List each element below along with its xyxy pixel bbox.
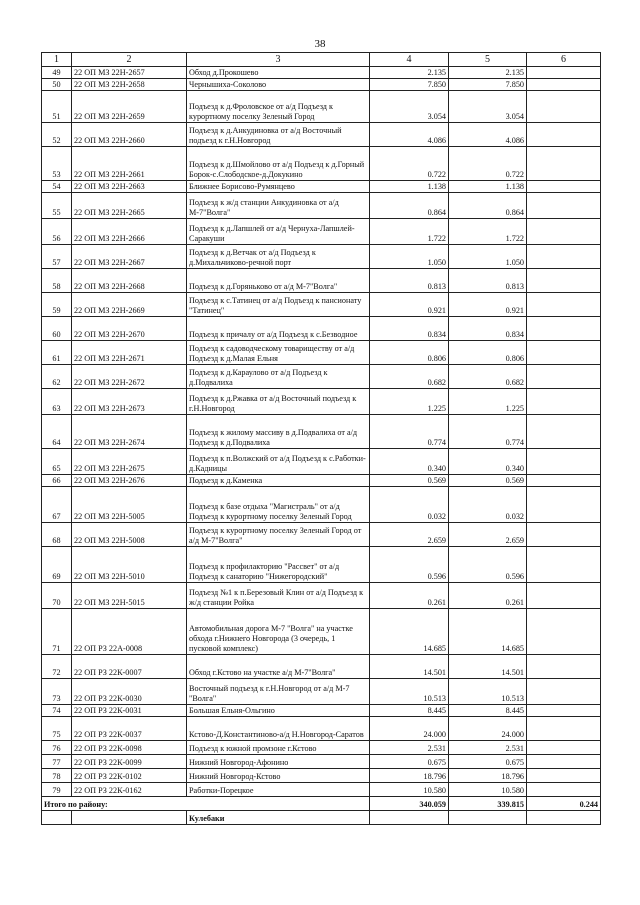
road-extra (527, 341, 601, 365)
road-code: 22 ОП МЗ 22Н-2667 (72, 245, 187, 269)
table-row (42, 415, 601, 449)
row-number: 76 (42, 741, 72, 755)
road-code: 22 ОП МЗ 22Н-2676 (72, 475, 187, 487)
road-length: 1.225 (370, 389, 449, 415)
road-name: Автомобильная дорога М-7 "Волга" на участке обхода г.Нижнего Новгорода (3 очередь, 1 пусковой комплекс) (187, 609, 370, 655)
road-length-2: 4.086 (449, 123, 527, 147)
road-length: 1.138 (370, 181, 449, 193)
road-length: 2.135 (370, 67, 449, 79)
row-number: 60 (42, 317, 72, 341)
road-name: Подъезд к д.Каменка (187, 475, 370, 487)
road-code: 22 ОП МЗ 22Н-2665 (72, 193, 187, 219)
road-code: 22 ОП РЗ 22К-0098 (72, 741, 187, 755)
section-row (42, 811, 601, 825)
road-name: Подъезд к причалу от а/д Подъезд к с.Безводное (187, 317, 370, 341)
row-number: 56 (42, 219, 72, 245)
table-row (42, 547, 601, 583)
table-row (42, 79, 601, 91)
road-name: Подъезд к профилакторию "Рассвет" от а/д Подъезд к санаторию "Нижегородский" (187, 547, 370, 583)
road-code: 22 ОП РЗ 22К-0037 (72, 717, 187, 741)
row-number: 65 (42, 449, 72, 475)
row-number: 72 (42, 655, 72, 679)
road-length-2: 0.596 (449, 547, 527, 583)
road-extra (527, 91, 601, 123)
road-code: 22 ОП МЗ 22Н-2661 (72, 147, 187, 181)
road-length-2: 10.580 (449, 783, 527, 797)
road-length: 14.501 (370, 655, 449, 679)
section-cell-5 (449, 811, 527, 825)
column-header-3: 3 (187, 53, 370, 67)
road-extra (527, 769, 601, 783)
road-length: 3.054 (370, 91, 449, 123)
road-length-2: 0.261 (449, 583, 527, 609)
row-number: 51 (42, 91, 72, 123)
road-code: 22 ОП МЗ 22Н-5005 (72, 487, 187, 523)
row-number: 68 (42, 523, 72, 547)
road-length: 2.659 (370, 523, 449, 547)
road-length: 10.513 (370, 679, 449, 705)
road-length: 7.850 (370, 79, 449, 91)
row-number: 57 (42, 245, 72, 269)
table-row (42, 523, 601, 547)
row-number: 50 (42, 79, 72, 91)
row-number: 79 (42, 783, 72, 797)
road-length: 0.921 (370, 293, 449, 317)
road-extra (527, 123, 601, 147)
row-number: 55 (42, 193, 72, 219)
road-length: 0.340 (370, 449, 449, 475)
road-code: 22 ОП РЗ 22А-0008 (72, 609, 187, 655)
row-number: 63 (42, 389, 72, 415)
road-extra (527, 609, 601, 655)
road-extra (527, 487, 601, 523)
table-row (42, 269, 601, 293)
road-code: 22 ОП МЗ 22Н-2660 (72, 123, 187, 147)
road-register-table (41, 52, 601, 825)
road-name: Подъезд к д.Фроловское от а/д Подъезд к курортному поселку Зеленый Город (187, 91, 370, 123)
road-code: 22 ОП РЗ 22К-0099 (72, 755, 187, 769)
road-extra (527, 415, 601, 449)
road-length-2: 0.722 (449, 147, 527, 181)
road-code: 22 ОП МЗ 22Н-2674 (72, 415, 187, 449)
road-length-2: 0.774 (449, 415, 527, 449)
total-row (42, 797, 601, 811)
road-name: Большая Ельня-Ольгино (187, 705, 370, 717)
road-name: Обход д.Прокошево (187, 67, 370, 79)
road-name: Подъезд к садоводческому товариществу от а/д Подъезд к д.Малая Ельня (187, 341, 370, 365)
road-length: 2.531 (370, 741, 449, 755)
road-length: 0.774 (370, 415, 449, 449)
road-length-2: 1.050 (449, 245, 527, 269)
table-row (42, 219, 601, 245)
table-row (42, 449, 601, 475)
road-length: 0.261 (370, 583, 449, 609)
total-extra: 0.244 (527, 797, 601, 811)
road-length-2: 7.850 (449, 79, 527, 91)
road-code: 22 ОП МЗ 22Н-2663 (72, 181, 187, 193)
road-length: 0.682 (370, 365, 449, 389)
road-code: 22 ОП МЗ 22Н-2673 (72, 389, 187, 415)
column-header-1: 1 (42, 53, 72, 67)
road-name: Чернышиха-Соколово (187, 79, 370, 91)
road-length-2: 0.675 (449, 755, 527, 769)
table-row (42, 147, 601, 181)
road-extra (527, 79, 601, 91)
road-code: 22 ОП РЗ 22К-0102 (72, 769, 187, 783)
row-number: 66 (42, 475, 72, 487)
road-code: 22 ОП МЗ 22Н-2659 (72, 91, 187, 123)
table-row (42, 783, 601, 797)
road-extra (527, 269, 601, 293)
section-name: Кулебаки (187, 811, 370, 825)
road-extra (527, 717, 601, 741)
road-code: 22 ОП РЗ 22К-0007 (72, 655, 187, 679)
road-name: Подъезд к д.Лапшлей от а/д Чернуха-Лапшлей-Саракуши (187, 219, 370, 245)
section-cell-4 (370, 811, 449, 825)
row-number: 71 (42, 609, 72, 655)
table-row (42, 317, 601, 341)
road-length-2: 24.000 (449, 717, 527, 741)
section-cell-1 (42, 811, 72, 825)
road-length: 1.050 (370, 245, 449, 269)
row-number: 58 (42, 269, 72, 293)
road-code: 22 ОП МЗ 22Н-2668 (72, 269, 187, 293)
header-row (42, 53, 601, 67)
road-length-2: 0.682 (449, 365, 527, 389)
road-length: 0.834 (370, 317, 449, 341)
road-length: 14.685 (370, 609, 449, 655)
road-code: 22 ОП МЗ 22Н-2669 (72, 293, 187, 317)
road-length-2: 10.513 (449, 679, 527, 705)
road-length: 0.596 (370, 547, 449, 583)
table-row (42, 741, 601, 755)
page-number: 38 (314, 38, 326, 50)
road-extra (527, 755, 601, 769)
road-length: 0.813 (370, 269, 449, 293)
road-extra (527, 193, 601, 219)
road-name: Работки-Порецкое (187, 783, 370, 797)
column-header-6: 6 (527, 53, 601, 67)
row-number: 75 (42, 717, 72, 741)
road-code: 22 ОП РЗ 22К-0030 (72, 679, 187, 705)
road-extra (527, 147, 601, 181)
road-code: 22 ОП МЗ 22Н-2672 (72, 365, 187, 389)
road-length: 8.445 (370, 705, 449, 717)
table-row (42, 181, 601, 193)
table-row (42, 755, 601, 769)
table-row (42, 679, 601, 705)
road-name: Подъезд к д.Ветчак от а/д Подъезд к д.Михальчиково-речной порт (187, 245, 370, 269)
road-name: Подъезд к д.Ржавка от а/д Восточный подъезд к г.Н.Новгород (187, 389, 370, 415)
road-length-2: 14.501 (449, 655, 527, 679)
road-name: Подъезд к ж/д станции Анкудиновка от а/д М-7"Волга" (187, 193, 370, 219)
section-cell-6 (527, 811, 601, 825)
table-row (42, 365, 601, 389)
row-number: 70 (42, 583, 72, 609)
road-code: 22 ОП МЗ 22Н-2675 (72, 449, 187, 475)
road-name: Нижний Новгород-Афонино (187, 755, 370, 769)
road-extra (527, 705, 601, 717)
row-number: 53 (42, 147, 72, 181)
road-length: 4.086 (370, 123, 449, 147)
road-extra (527, 547, 601, 583)
road-length: 0.569 (370, 475, 449, 487)
road-name: Подъезд к п.Волжский от а/д Подъезд к с.Работки-д.Кадницы (187, 449, 370, 475)
road-extra (527, 317, 601, 341)
road-code: 22 ОП РЗ 22К-0162 (72, 783, 187, 797)
road-extra (527, 365, 601, 389)
table-header (42, 53, 601, 67)
column-header-5: 5 (449, 53, 527, 67)
road-name: Подъезд к с.Татинец от а/д Подъезд к пансионату "Татинец" (187, 293, 370, 317)
total-label: Итого по району: (42, 797, 370, 811)
road-extra (527, 583, 601, 609)
road-length-2: 2.135 (449, 67, 527, 79)
road-extra (527, 245, 601, 269)
road-extra (527, 655, 601, 679)
table-row (42, 769, 601, 783)
row-number: 54 (42, 181, 72, 193)
road-code: 22 ОП МЗ 22Н-5008 (72, 523, 187, 547)
road-extra (527, 679, 601, 705)
road-length: 24.000 (370, 717, 449, 741)
table-footer (42, 797, 601, 825)
table-row (42, 655, 601, 679)
road-length: 0.032 (370, 487, 449, 523)
road-length: 0.806 (370, 341, 449, 365)
road-name: Подъезд к базе отдыха "Магистраль" от а/д Подъезд к курортному поселку Зеленый Город (187, 487, 370, 523)
road-length-2: 2.659 (449, 523, 527, 547)
table-row (42, 705, 601, 717)
road-length-2: 1.138 (449, 181, 527, 193)
road-length-2: 0.813 (449, 269, 527, 293)
table-row (42, 123, 601, 147)
road-length: 0.722 (370, 147, 449, 181)
road-extra (527, 219, 601, 245)
road-extra (527, 475, 601, 487)
row-number: 61 (42, 341, 72, 365)
road-name: Подъезд №1 к п.Березовый Клин от а/д Подъезд к ж/д станции Ройка (187, 583, 370, 609)
row-number: 74 (42, 705, 72, 717)
road-extra (527, 449, 601, 475)
road-extra (527, 783, 601, 797)
row-number: 69 (42, 547, 72, 583)
road-code: 22 ОП МЗ 22Н-5015 (72, 583, 187, 609)
road-length: 18.796 (370, 769, 449, 783)
road-name: Кстово-Д.Константиново-а/д Н.Новгород-Саратов (187, 717, 370, 741)
road-length-2: 0.864 (449, 193, 527, 219)
table-row (42, 609, 601, 655)
road-length-2: 0.032 (449, 487, 527, 523)
road-name: Подъезд к д.Анкудиновка от а/д Восточный подъезд к г.Н.Новгород (187, 123, 370, 147)
road-length-2: 3.054 (449, 91, 527, 123)
table-row (42, 245, 601, 269)
table-row (42, 67, 601, 79)
road-code: 22 ОП МЗ 22Н-2657 (72, 67, 187, 79)
row-number: 59 (42, 293, 72, 317)
row-number: 73 (42, 679, 72, 705)
road-length-2: 2.531 (449, 741, 527, 755)
column-header-4: 4 (370, 53, 449, 67)
total-length-2: 339.815 (449, 797, 527, 811)
row-number: 62 (42, 365, 72, 389)
table-row (42, 475, 601, 487)
road-length: 10.580 (370, 783, 449, 797)
road-name: Нижний Новгород-Кстово (187, 769, 370, 783)
road-name: Подъезд к д.Шмойлово от а/д Подъезд к д.Горный Борок-с.Слободское-д.Докукино (187, 147, 370, 181)
road-name: Обход г.Кстово на участке а/д М-7"Волга" (187, 655, 370, 679)
road-name: Подъезд к курортному поселку Зеленый Город от а/д М-7"Волга" (187, 523, 370, 547)
road-name: Ближнее Борисово-Румянцево (187, 181, 370, 193)
road-name: Подъезд к д.Караулово от а/д Подъезд к д.Подвалиха (187, 365, 370, 389)
table-row (42, 487, 601, 523)
road-code: 22 ОП МЗ 22Н-5010 (72, 547, 187, 583)
road-length-2: 18.796 (449, 769, 527, 783)
road-code: 22 ОП МЗ 22Н-2670 (72, 317, 187, 341)
road-code: 22 ОП МЗ 22Н-2671 (72, 341, 187, 365)
column-header-2: 2 (72, 53, 187, 67)
road-name: Восточный подъезд к г.Н.Новгород от а/д М-7 "Волга" (187, 679, 370, 705)
road-length-2: 0.569 (449, 475, 527, 487)
table-row (42, 341, 601, 365)
table-row (42, 293, 601, 317)
row-number: 78 (42, 769, 72, 783)
road-length: 1.722 (370, 219, 449, 245)
row-number: 67 (42, 487, 72, 523)
road-code: 22 ОП МЗ 22Н-2666 (72, 219, 187, 245)
table-row (42, 91, 601, 123)
road-name: Подъезд к жилому массиву в д.Подвалиха от а/д Подъезд к д.Подвалиха (187, 415, 370, 449)
table-row (42, 389, 601, 415)
row-number: 64 (42, 415, 72, 449)
road-extra (527, 741, 601, 755)
road-length-2: 0.806 (449, 341, 527, 365)
road-length-2: 1.225 (449, 389, 527, 415)
road-length-2: 14.685 (449, 609, 527, 655)
road-length: 0.864 (370, 193, 449, 219)
road-length: 0.675 (370, 755, 449, 769)
total-length: 340.059 (370, 797, 449, 811)
road-extra (527, 523, 601, 547)
table-row (42, 717, 601, 741)
row-number: 77 (42, 755, 72, 769)
road-code: 22 ОП МЗ 22Н-2658 (72, 79, 187, 91)
section-cell-2 (72, 811, 187, 825)
road-length-2: 8.445 (449, 705, 527, 717)
road-length-2: 0.834 (449, 317, 527, 341)
road-extra (527, 67, 601, 79)
row-number: 52 (42, 123, 72, 147)
road-length-2: 0.921 (449, 293, 527, 317)
road-name: Подъезд к д.Горяньково от а/д М-7"Волга" (187, 269, 370, 293)
table-row (42, 193, 601, 219)
road-length-2: 0.340 (449, 449, 527, 475)
road-extra (527, 389, 601, 415)
road-extra (527, 293, 601, 317)
road-length-2: 1.722 (449, 219, 527, 245)
road-code: 22 ОП РЗ 22К-0031 (72, 705, 187, 717)
road-name: Подъезд к южной промзоне г.Кстово (187, 741, 370, 755)
row-number: 49 (42, 67, 72, 79)
table-body (42, 67, 601, 797)
road-extra (527, 181, 601, 193)
table-row (42, 583, 601, 609)
